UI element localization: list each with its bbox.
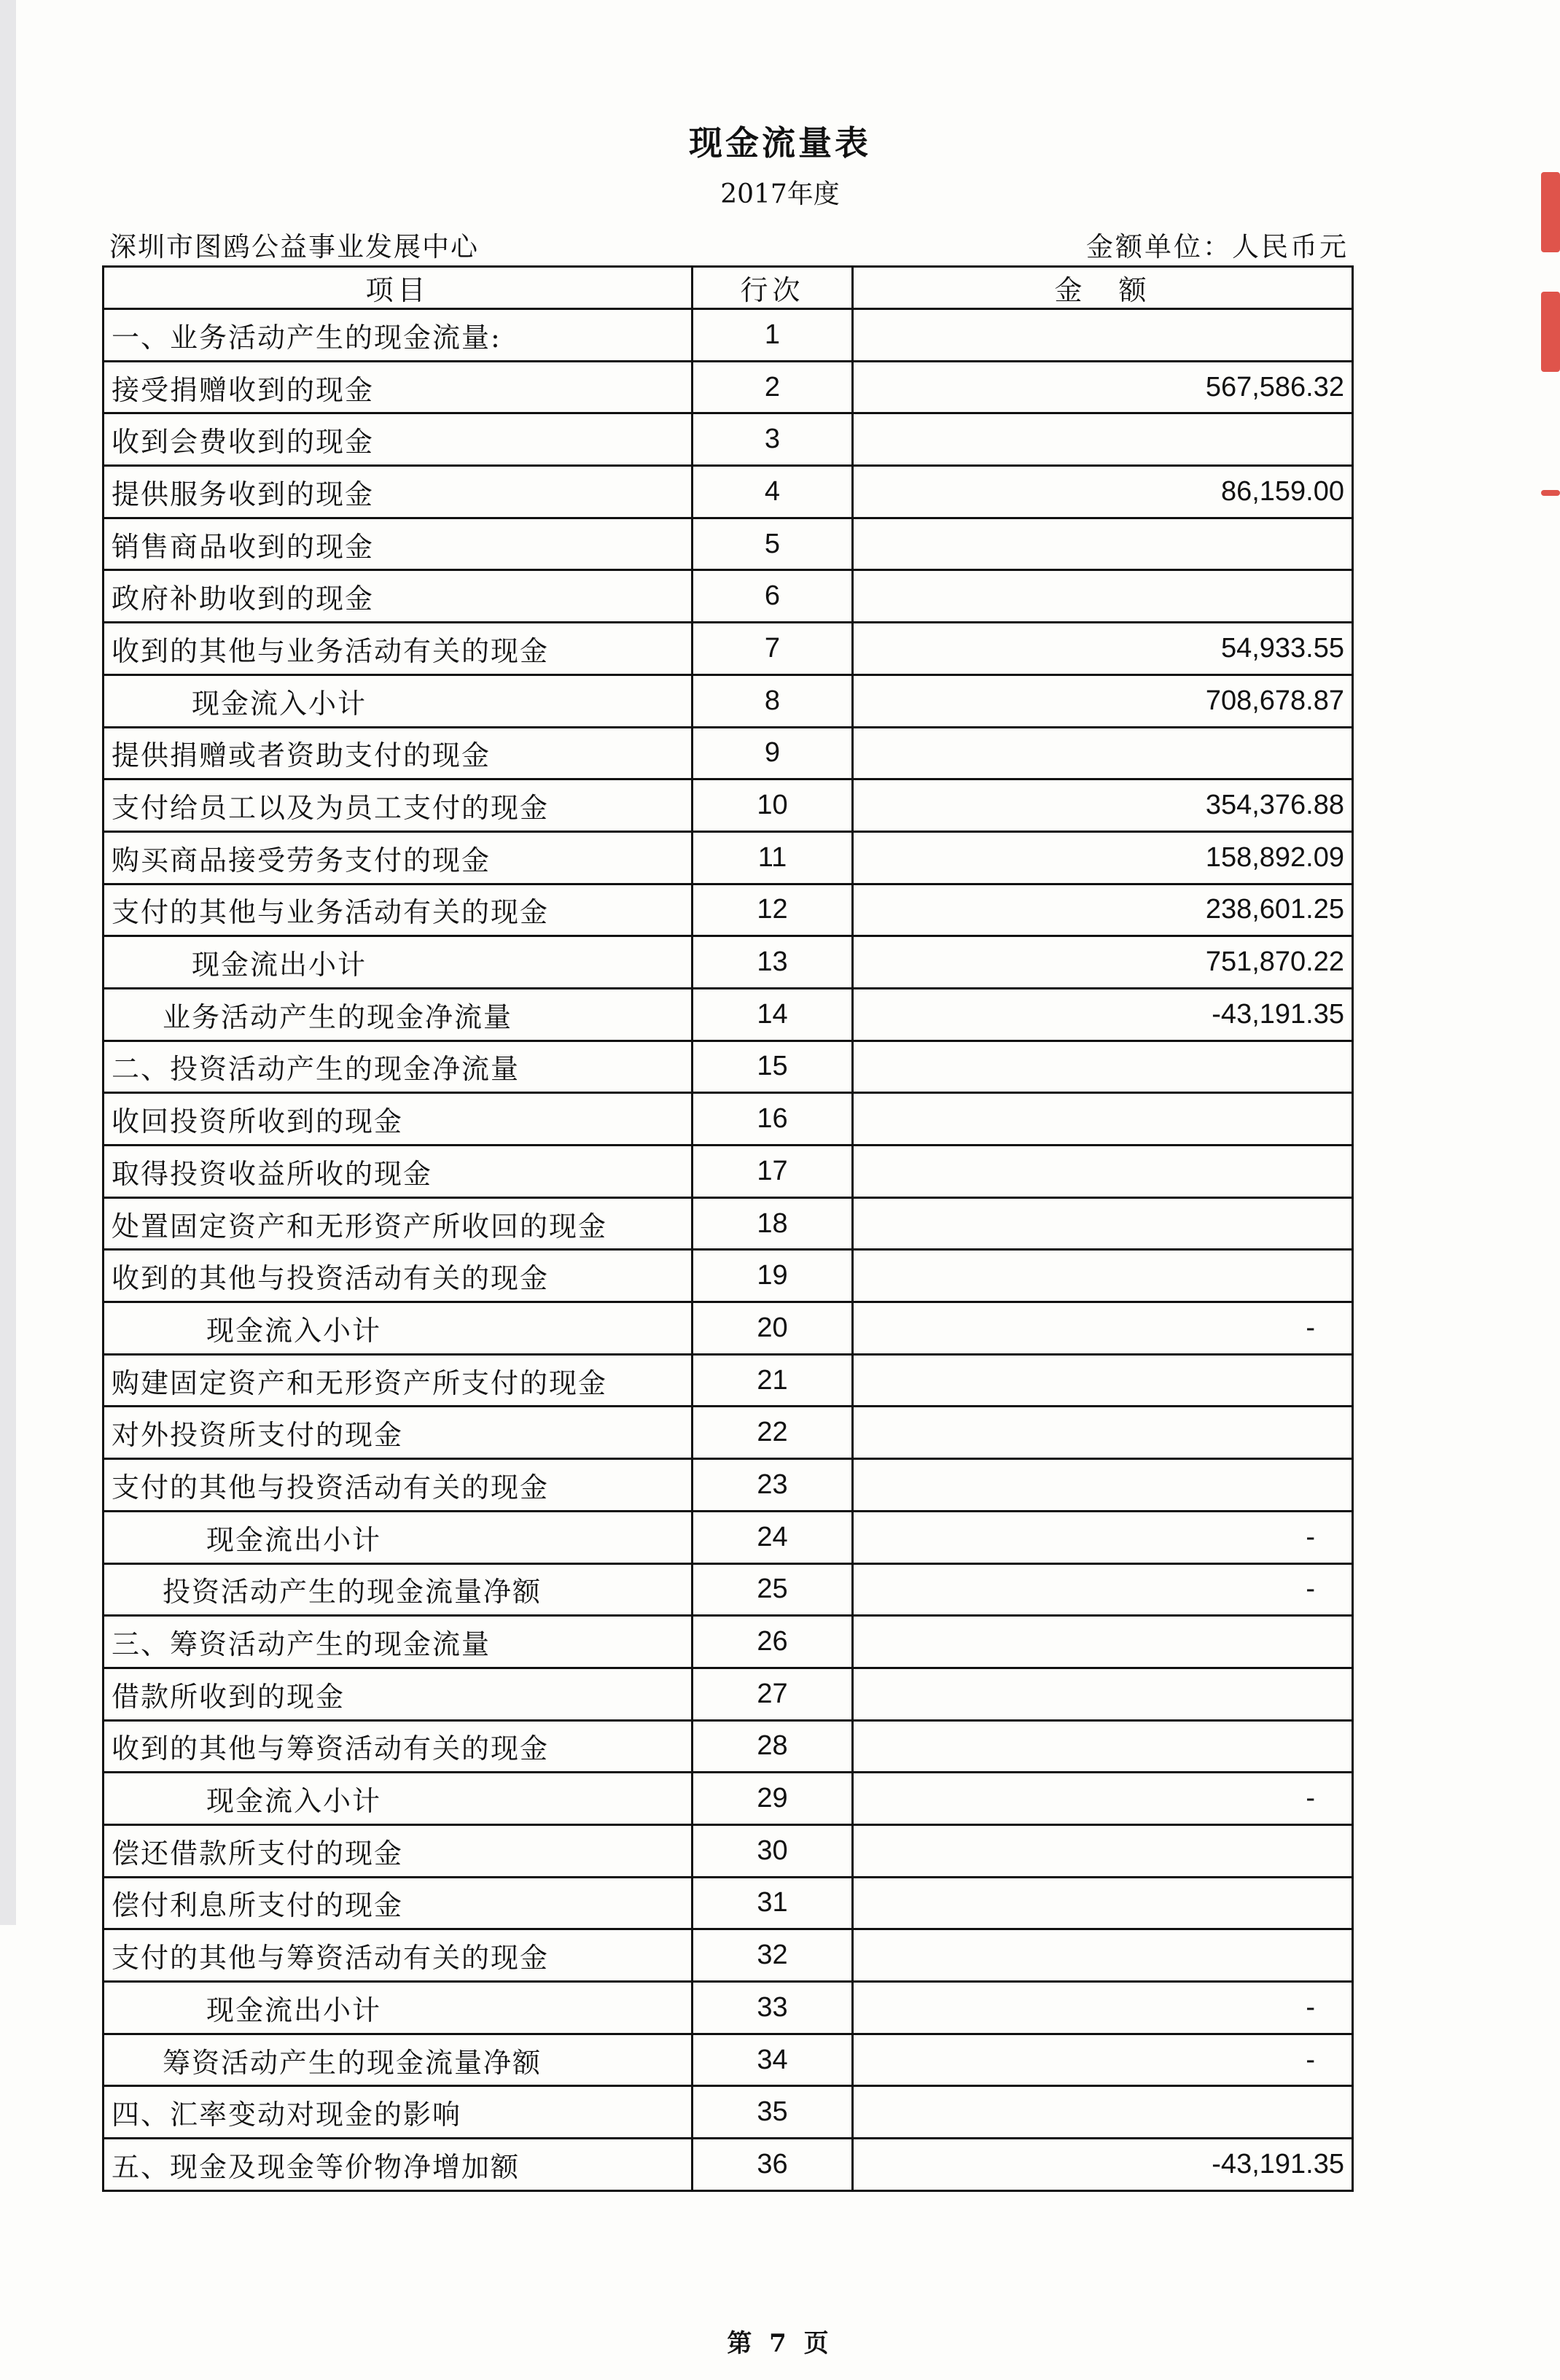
row-line-number: 28 xyxy=(693,1720,853,1773)
table-row xyxy=(104,1407,1353,1459)
table-row xyxy=(104,1250,1353,1302)
row-item-label: 投资活动产生的现金流量净额 xyxy=(104,1563,693,1616)
row-amount xyxy=(853,1824,1353,1877)
table-row xyxy=(104,1041,1353,1093)
row-amount xyxy=(853,1929,1353,1982)
row-line-number: 36 xyxy=(693,2139,853,2191)
table-row xyxy=(104,413,1353,466)
row-amount xyxy=(853,1459,1353,1512)
table-row xyxy=(104,1668,1353,1720)
cash-flow-table xyxy=(102,265,1354,2192)
table-row xyxy=(104,1459,1353,1512)
row-item-label: 提供捐赠或者资助支付的现金 xyxy=(104,727,693,779)
table-row xyxy=(104,2139,1353,2191)
row-line-number: 18 xyxy=(693,1197,853,1250)
row-item-label: 二、投资活动产生的现金净流量 xyxy=(104,1041,693,1093)
row-line-number: 3 xyxy=(693,413,853,466)
row-amount xyxy=(853,1877,1353,1929)
row-amount: 238,601.25 xyxy=(853,884,1353,936)
row-amount: 708,678.87 xyxy=(853,674,1353,727)
row-item-label: 支付的其他与投资活动有关的现金 xyxy=(104,1459,693,1512)
row-item-label: 业务活动产生的现金净流量 xyxy=(104,988,693,1041)
row-item-label: 现金流出小计 xyxy=(104,1982,693,2034)
row-item-label: 政府补助收到的现金 xyxy=(104,570,693,623)
row-line-number: 27 xyxy=(693,1668,853,1720)
row-amount xyxy=(853,1616,1353,1668)
table-row xyxy=(104,1146,1353,1198)
row-line-number: 20 xyxy=(693,1302,853,1355)
row-item-label: 对外投资所支付的现金 xyxy=(104,1407,693,1459)
report-title: 现金流量表 xyxy=(689,123,871,163)
row-amount: - xyxy=(853,1773,1353,1825)
row-line-number: 4 xyxy=(693,466,853,518)
row-amount: 54,933.55 xyxy=(853,623,1353,675)
row-line-number: 15 xyxy=(693,1041,853,1093)
table-row xyxy=(104,1197,1353,1250)
row-amount xyxy=(853,1146,1353,1198)
seal-stamp-fragment-middle xyxy=(1541,292,1560,372)
row-item-label: 提供服务收到的现金 xyxy=(104,466,693,518)
row-line-number: 1 xyxy=(693,309,853,362)
row-amount: - xyxy=(853,1982,1353,2034)
row-amount xyxy=(853,1720,1353,1773)
table-row xyxy=(104,988,1353,1041)
row-amount: -43,191.35 xyxy=(853,2139,1353,2191)
row-item-label: 收到的其他与业务活动有关的现金 xyxy=(104,623,693,675)
table-row xyxy=(104,309,1353,362)
row-amount xyxy=(853,413,1353,466)
row-item-label: 收到的其他与投资活动有关的现金 xyxy=(104,1250,693,1302)
row-item-label: 取得投资收益所收的现金 xyxy=(104,1146,693,1198)
row-item-label: 现金流入小计 xyxy=(104,1302,693,1355)
currency-unit: 金额单位：人民币元 xyxy=(1086,231,1349,262)
row-line-number: 23 xyxy=(693,1459,853,1512)
row-item-label: 支付给员工以及为员工支付的现金 xyxy=(104,779,693,832)
row-item-label: 筹资活动产生的现金流量净额 xyxy=(104,2034,693,2086)
row-amount: 86,159.00 xyxy=(853,466,1353,518)
row-line-number: 34 xyxy=(693,2034,853,2086)
row-amount: - xyxy=(853,2034,1353,2086)
row-item-label: 现金流出小计 xyxy=(104,936,693,989)
row-amount: 567,586.32 xyxy=(853,361,1353,413)
column-header-item: 项目 xyxy=(104,267,693,309)
row-amount xyxy=(853,1093,1353,1146)
table-row xyxy=(104,779,1353,832)
row-amount: - xyxy=(853,1563,1353,1616)
table-row xyxy=(104,1563,1353,1616)
table-row xyxy=(104,623,1353,675)
row-amount xyxy=(853,518,1353,570)
row-line-number: 32 xyxy=(693,1929,853,1982)
table-row xyxy=(104,1824,1353,1877)
row-line-number: 7 xyxy=(693,623,853,675)
row-amount: 354,376.88 xyxy=(853,779,1353,832)
row-amount: - xyxy=(853,1511,1353,1563)
row-item-label: 收到的其他与筹资活动有关的现金 xyxy=(104,1720,693,1773)
row-line-number: 12 xyxy=(693,884,853,936)
table-row xyxy=(104,1302,1353,1355)
table-row xyxy=(104,727,1353,779)
row-item-label: 销售商品收到的现金 xyxy=(104,518,693,570)
row-item-label: 处置固定资产和无形资产所收回的现金 xyxy=(104,1197,693,1250)
row-amount: 158,892.09 xyxy=(853,831,1353,884)
table-header-row xyxy=(104,267,1353,309)
row-amount xyxy=(853,1250,1353,1302)
table-row xyxy=(104,674,1353,727)
row-item-label: 现金流入小计 xyxy=(104,1773,693,1825)
row-item-label: 三、筹资活动产生的现金流量 xyxy=(104,1616,693,1668)
table-row xyxy=(104,2034,1353,2086)
seal-stamp-fragment-bottom xyxy=(1541,490,1560,496)
table-row xyxy=(104,518,1353,570)
table-row xyxy=(104,1616,1353,1668)
row-amount xyxy=(853,727,1353,779)
table-row xyxy=(104,1093,1353,1146)
table-row xyxy=(104,1982,1353,2034)
row-item-label: 支付的其他与筹资活动有关的现金 xyxy=(104,1929,693,1982)
row-item-label: 收到会费收到的现金 xyxy=(104,413,693,466)
row-amount xyxy=(853,309,1353,362)
column-header-line-no: 行次 xyxy=(693,267,853,309)
row-line-number: 13 xyxy=(693,936,853,989)
table-row xyxy=(104,1773,1353,1825)
row-line-number: 22 xyxy=(693,1407,853,1459)
row-amount xyxy=(853,1668,1353,1720)
row-line-number: 17 xyxy=(693,1146,853,1198)
row-line-number: 25 xyxy=(693,1563,853,1616)
row-line-number: 10 xyxy=(693,779,853,832)
row-amount xyxy=(853,1407,1353,1459)
row-amount: - xyxy=(853,1302,1353,1355)
row-item-label: 接受捐赠收到的现金 xyxy=(104,361,693,413)
row-item-label: 购建固定资产和无形资产所支付的现金 xyxy=(104,1354,693,1407)
row-line-number: 9 xyxy=(693,727,853,779)
table-row xyxy=(104,884,1353,936)
row-amount xyxy=(853,1197,1353,1250)
row-line-number: 16 xyxy=(693,1093,853,1146)
table-row xyxy=(104,570,1353,623)
row-item-label: 四、汇率变动对现金的影响 xyxy=(104,2086,693,2139)
row-item-label: 购买商品接受劳务支付的现金 xyxy=(104,831,693,884)
row-line-number: 30 xyxy=(693,1824,853,1877)
table-row xyxy=(104,1877,1353,1929)
row-amount: -43,191.35 xyxy=(853,988,1353,1041)
row-line-number: 24 xyxy=(693,1511,853,1563)
row-line-number: 2 xyxy=(693,361,853,413)
row-line-number: 21 xyxy=(693,1354,853,1407)
row-line-number: 29 xyxy=(693,1773,853,1825)
row-item-label: 五、现金及现金等价物净增加额 xyxy=(104,2139,693,2191)
row-line-number: 19 xyxy=(693,1250,853,1302)
column-header-amount: 金 额 xyxy=(853,267,1353,309)
table-row xyxy=(104,1511,1353,1563)
organization-name: 深圳市图鸥公益事业发展中心 xyxy=(109,231,479,262)
row-amount xyxy=(853,2086,1353,2139)
row-amount xyxy=(853,1354,1353,1407)
table-row xyxy=(104,831,1353,884)
row-amount: 751,870.22 xyxy=(853,936,1353,989)
table-row xyxy=(104,1720,1353,1773)
table-row xyxy=(104,1929,1353,1982)
row-line-number: 35 xyxy=(693,2086,853,2139)
row-item-label: 收回投资所收到的现金 xyxy=(104,1093,693,1146)
row-item-label: 偿还借款所支付的现金 xyxy=(104,1824,693,1877)
row-line-number: 6 xyxy=(693,570,853,623)
row-item-label: 现金流入小计 xyxy=(104,674,693,727)
row-line-number: 31 xyxy=(693,1877,853,1929)
row-line-number: 5 xyxy=(693,518,853,570)
row-line-number: 11 xyxy=(693,831,853,884)
row-amount xyxy=(853,1041,1353,1093)
row-item-label: 现金流出小计 xyxy=(104,1511,693,1563)
row-item-label: 支付的其他与业务活动有关的现金 xyxy=(104,884,693,936)
report-year: 2017年度 xyxy=(720,179,840,209)
table-row xyxy=(104,466,1353,518)
page-number: 第 7 页 xyxy=(727,2329,833,2358)
table-row xyxy=(104,2086,1353,2139)
row-line-number: 33 xyxy=(693,1982,853,2034)
scan-left-edge xyxy=(0,0,16,1925)
row-item-label: 偿付利息所支付的现金 xyxy=(104,1877,693,1929)
row-item-label: 一、业务活动产生的现金流量: xyxy=(104,309,693,362)
table-row xyxy=(104,361,1353,413)
row-line-number: 26 xyxy=(693,1616,853,1668)
table-row xyxy=(104,1354,1353,1407)
row-line-number: 14 xyxy=(693,988,853,1041)
row-item-label: 借款所收到的现金 xyxy=(104,1668,693,1720)
table-row xyxy=(104,936,1353,989)
row-amount xyxy=(853,570,1353,623)
row-line-number: 8 xyxy=(693,674,853,727)
